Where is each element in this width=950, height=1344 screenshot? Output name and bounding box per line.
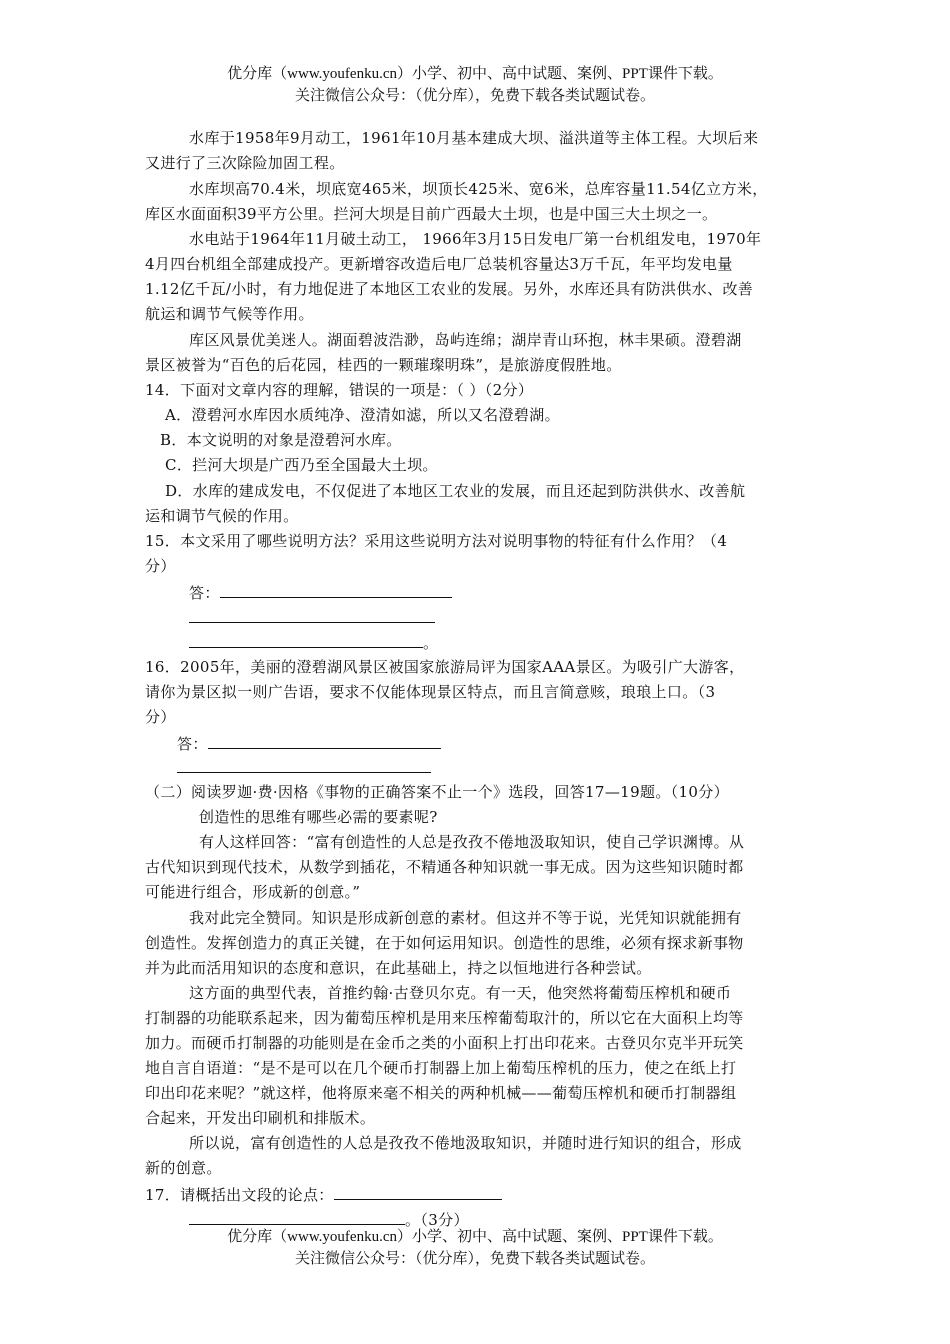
q16-stem-line1: 16．2005年，美丽的澄碧湖风景区被国家旅游局评为国家AAA景区。为吸引广大游客，	[145, 658, 745, 676]
section2-p4-line2: 新的创意。	[145, 1159, 222, 1177]
section2-p3-line3: 加力。而硬币打制器的功能则是在金币之类的小面积上打出印花来。古登贝尔克半开玩笑	[145, 1034, 744, 1052]
section2-title: （二）阅读罗迦·费·因格《事物的正确答案不止一个》选段，回答17—19题。（10分）	[145, 783, 729, 801]
q15-answer-blank-1[interactable]	[220, 581, 452, 598]
passage1-p3-line2: 4月四台机组全部建成投产。更新增容改造后电厂总装机容量达3万千瓦，年平均发电量	[145, 255, 733, 273]
page-header	[0, 63, 950, 107]
passage1-p1-line2: 又进行了三次除险加固工程。	[145, 154, 345, 172]
q15-stem-line2: 分）	[145, 557, 176, 575]
q14-option-b: B．本文说明的对象是澄碧河水库。	[160, 431, 402, 449]
passage1-p3-line4: 航运和调节气候等作用。	[145, 305, 314, 323]
q16-answer-line2	[177, 756, 431, 778]
section2-p3-line6: 合起来，开发出印刷机和排版术。	[145, 1109, 376, 1127]
section2-p3-line5: 印出印花来呢？”就这样，他将原来毫不相关的两种机械——葡萄压榨机和硬币打制器组	[145, 1084, 737, 1102]
footer-line-2: 关注微信公众号：（优分库），免费下载各类试题试卷。	[294, 1251, 655, 1267]
passage1-p2-line2: 库区水面面积39平方公里。拦河大坝是目前广西最大土坝，也是中国三大土坝之一。	[145, 205, 718, 223]
q17-answer-blank-2[interactable]	[189, 1208, 405, 1225]
passage1-p2-line1: 水库坝高70.4米，坝底宽465米，坝顶长425米、宽6米，总库容量11.54亿立方米，	[189, 180, 768, 198]
q15-answer-line2	[189, 606, 435, 628]
q15-answer-blank-2[interactable]	[189, 606, 435, 623]
q15-stem-line1: 15．本文采用了哪些说明方法？采用这些说明方法对说明事物的特征有什么作用？（4	[145, 532, 728, 550]
section2-p3-line2: 打制器的功能联系起来，因为葡萄压榨机是用来压榨葡萄取汁的，所以它在大面积上均等	[145, 1009, 744, 1027]
header-line-1: 优分库（www.youfenku.cn）小学、初中、高中试题、案例、PPT课件下载。	[227, 66, 723, 82]
passage1-p1-line1: 水库于1958年9月动工，1961年10月基本建成大坝、溢洪道等主体工程。大坝后来	[189, 129, 759, 147]
header-line-2: 关注微信公众号：（优分库），免费下载各类试题试卷。	[294, 88, 655, 104]
q17-answer-blank-1[interactable]	[334, 1183, 502, 1200]
q14-option-a: A．澄碧河水库因水质纯净、澄清如滤，所以又名澄碧湖。	[165, 406, 560, 424]
section2-p1-line1: 有人这样回答：“富有创造性的人总是孜孜不倦地汲取知识，使自己学识渊博。从	[199, 833, 745, 851]
q16-answer-line1	[177, 732, 441, 754]
q17-stem: 17．请概括出文段的论点：	[145, 1186, 334, 1204]
q14-option-c: C．拦河大坝是广西乃至全国最大土坝。	[165, 456, 438, 474]
q17-stem-line	[145, 1183, 502, 1205]
q16-answer-blank-1[interactable]	[208, 732, 441, 749]
q17-end: 。（3分）	[405, 1211, 469, 1229]
footer-line-1: 优分库（www.youfenku.cn）小学、初中、高中试题、案例、PPT课件下载。	[227, 1229, 723, 1245]
q14-option-d-line2: 运和调节气候的作用。	[145, 507, 299, 525]
section2-p2-line1: 我对此完全赞同。知识是形成新创意的素材。但这并不等于说，光凭知识就能拥有	[189, 909, 742, 927]
section2-p2-line2: 创造性。发挥创造力的真正关键，在于如何运用知识。创造性的思维，必须有探求新事物	[145, 934, 744, 952]
q15-answer-line3	[189, 631, 438, 653]
q16-stem-line2: 请你为景区拟一则广告语，要求不仅能体现景区特点，而且言简意赅，琅琅上口。（3	[145, 683, 716, 701]
q16-stem-line3: 分）	[145, 708, 176, 726]
q15-answer-blank-3[interactable]	[189, 631, 423, 648]
section2-p3-line1: 这方面的典型代表，首推约翰·古登贝尔克。有一天，他突然将葡萄压榨机和硬币	[189, 984, 732, 1002]
page-footer	[0, 1226, 950, 1270]
section2-p0: 创造性的思维有哪些必需的要素呢?	[199, 808, 438, 826]
q16-answer-label: 答：	[177, 735, 208, 753]
passage1-p4-line1: 库区风景优美迷人。湖面碧波浩渺，岛屿连绵；湖岸青山环抱，林丰果硕。澄碧湖	[189, 331, 742, 349]
section2-p2-line3: 并为此而活用知识的态度和意识，在此基础上，持之以恒地进行各种尝试。	[145, 959, 652, 977]
q15-answer-line1	[189, 581, 452, 603]
section2-p3-line4: 地自言自语道：“是不是可以在几个硬币打制器上加上葡萄压榨机的压力，使之在纸上打	[145, 1059, 737, 1077]
passage1-p4-line2: 景区被誉为“百色的后花园，桂西的一颗璀璨明珠”，是旅游度假胜地。	[145, 356, 622, 374]
q15-answer-label: 答：	[189, 584, 220, 602]
section2-p1-line2: 古代知识到现代技术，从数学到插花，不精通各种知识就一事无成。因为这些知识随时都	[145, 858, 744, 876]
q15-end-mark: 。	[423, 634, 439, 652]
passage1-p3-line3: 1.12亿千瓦/小时，有力地促进了本地区工农业的发展。另外，水库还具有防洪供水、改善	[145, 280, 754, 298]
q16-answer-blank-2[interactable]	[177, 756, 431, 773]
section2-p4-line1: 所以说，富有创造性的人总是孜孜不倦地汲取知识，并随时进行知识的组合，形成	[189, 1134, 742, 1152]
q14-stem: 14．下面对文章内容的理解，错误的一项是：（ ）（2分）	[145, 381, 534, 399]
q14-option-d-line1: D．水库的建成发电，不仅促进了本地区工农业的发展，而且还起到防洪供水、改善航	[165, 482, 746, 500]
section2-p1-line3: 可能进行组合，形成新的创意。”	[145, 883, 361, 901]
passage1-p3-line1: 水电站于1964年11月破土动工， 1966年3月15日发电厂第一台机组发电，1970年	[189, 230, 762, 248]
